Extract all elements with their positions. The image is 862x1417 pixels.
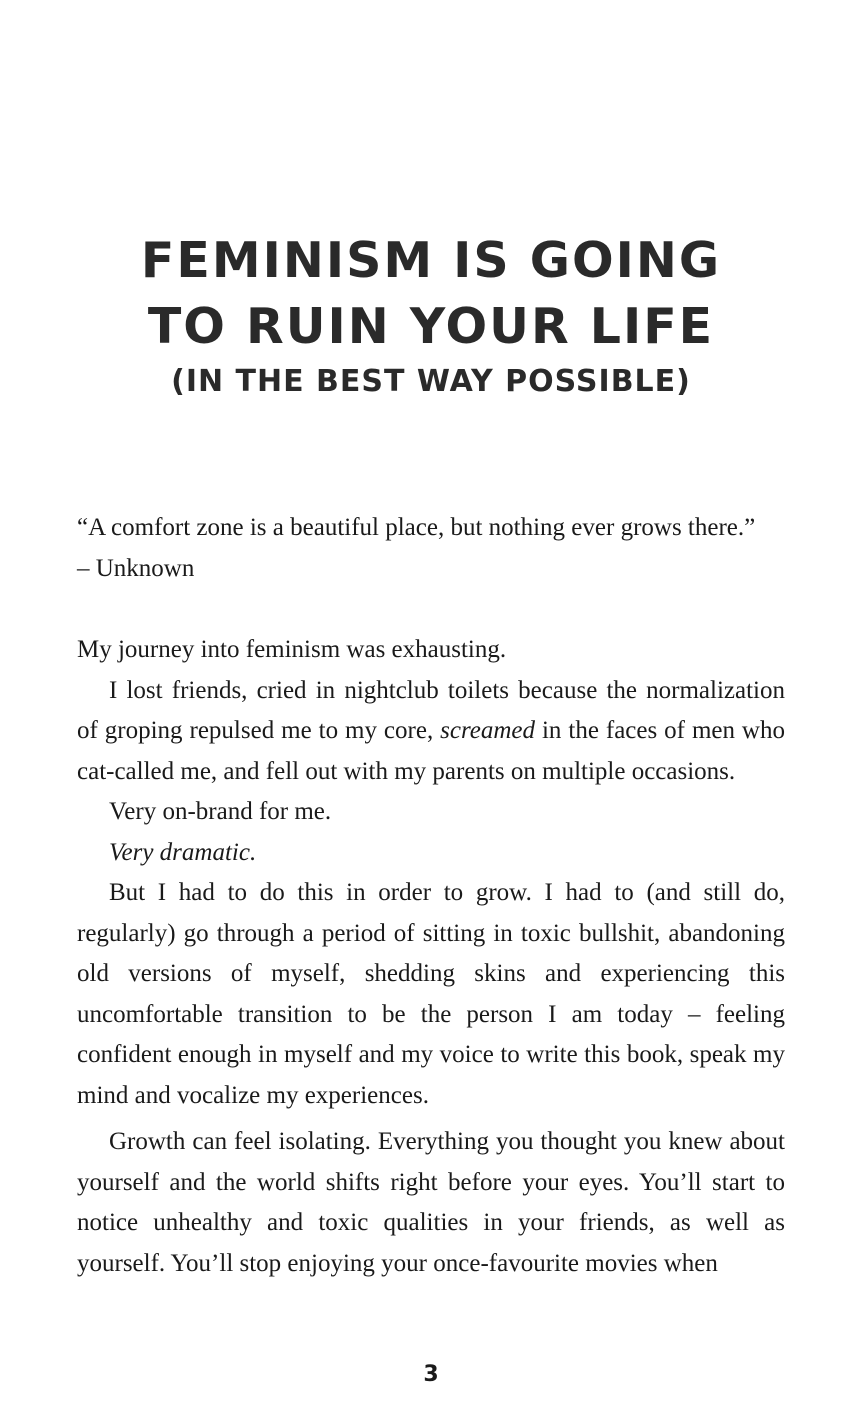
- epigraph: [77, 508, 785, 589]
- chapter-title-line-1: FEMINISM IS GOING: [140, 232, 722, 289]
- chapter-body: [77, 630, 785, 1284]
- chapter-title: [0, 228, 862, 360]
- epigraph-quote: “A comfort zone is a beautiful place, but nothing ever grows there.”: [77, 514, 756, 541]
- paragraph-5: But I had to do this in order to grow. I had to (and still do, regularly) go through a period of sitting in toxic bullshit, abandoning old versions of myself, shedding skins and experiencing this uncomfortable transition to be the person I am today – feeling confident enough in myself and my voice to write this book, speak my mind and vocalize my experiences.: [77, 879, 785, 1109]
- paragraph-2-text-a: I lost friends, cried in nightclub toilets because the normalization of groping repulsed me to my core,: [77, 676, 785, 744]
- paragraph-4: Very dramatic.: [109, 838, 257, 866]
- paragraph-6: Growth can feel isolating. Everything you thought you knew about yourself and the world shifts right before your eyes. You’ll start to notice unhealthy and toxic qualities in your friends, as well as yourself. You’ll stop enjoying your once-favourite movies when: [77, 1128, 785, 1277]
- paragraph-2-emphasis: screamed: [440, 717, 536, 744]
- paragraph-2: [77, 671, 785, 793]
- epigraph-attribution: – Unknown: [77, 554, 195, 582]
- page-number: 3: [423, 1362, 439, 1387]
- paragraph-3: Very on-brand for me.: [109, 798, 332, 825]
- chapter-title-line-2: TO RUIN YOUR LIFE: [147, 298, 715, 355]
- chapter-subtitle: (IN THE BEST WAY POSSIBLE): [171, 364, 691, 399]
- paragraph-1: My journey into feminism was exhausting.: [77, 636, 507, 663]
- paragraph-2-text-b: in the faces of men who cat-called me, and fell out with my parents on multiple occasions.: [77, 717, 785, 785]
